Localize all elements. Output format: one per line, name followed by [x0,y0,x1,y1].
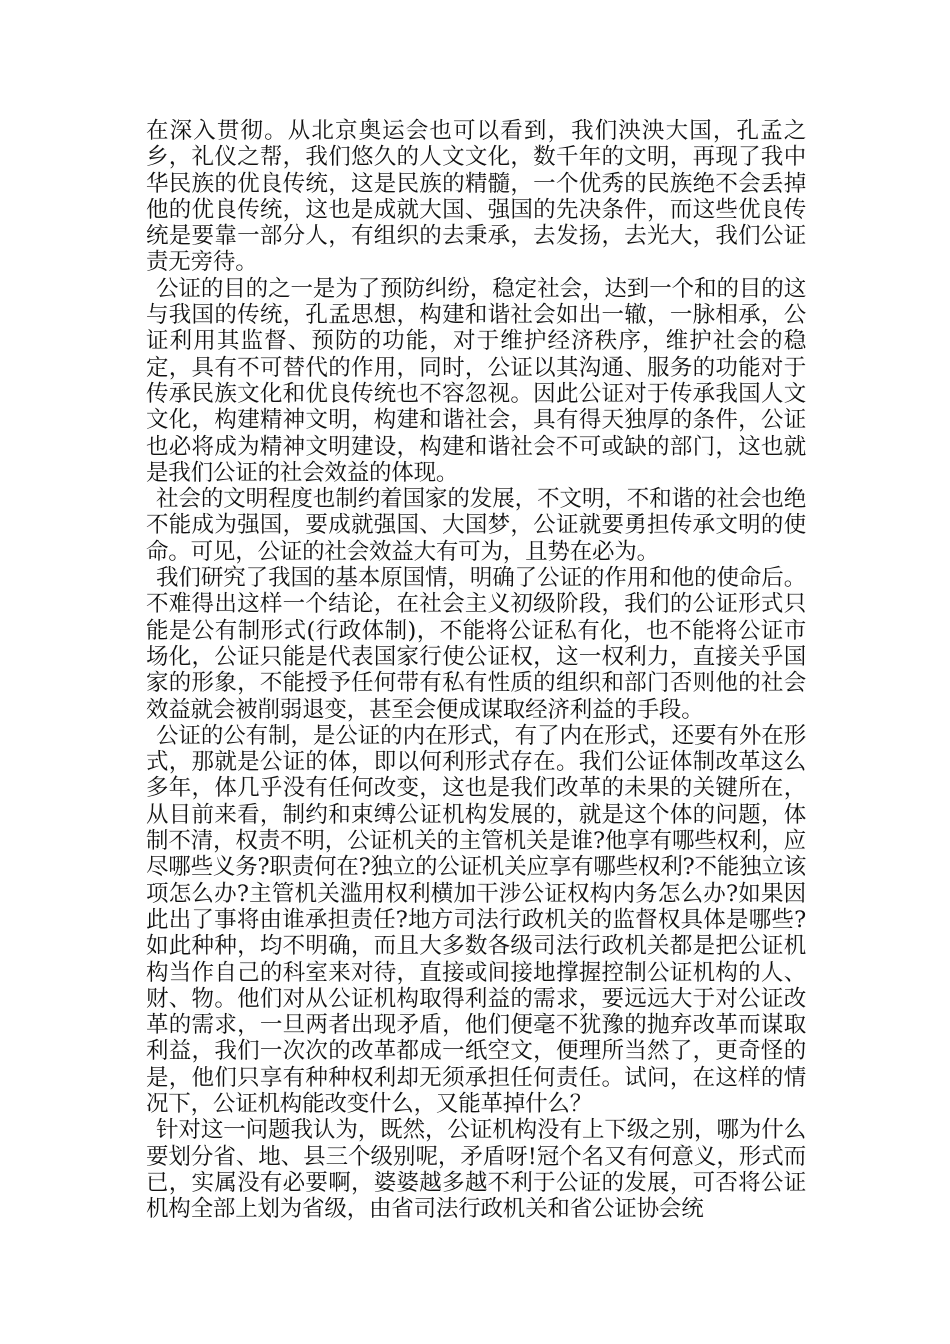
paragraph-2: 公证的目的之一是为了预防纠纷，稳定社会，达到一个和的目的这与我国的传统，孔孟思想，构建和谐社会如出一辙，一脉相承，公证利用其监督、预防的功能，对于维护经济秩序，维护社会的稳定，具有不可替代的作用，同时，公证以其沟通、服务的功能对于传承民族文化和优良传统也不容忽视。因此公证对于传承我国人文文化，构建精神文明，构建和谐社会，具有得天独厚的条件，公证也必将成为精神文明建设，构建和谐社会不可或缺的部门，这也就是我们公证的社会效益的体现。 [146,275,806,486]
paragraph-6: 针对这一问题我认为，既然，公证机构没有上下级之别，哪为什么要划分省、地、县三个级别呢，矛盾呀!冠个名又有何意义，形式而已，实属没有必要啊，婆婆越多越不利于公证的发展，可否将公证机构全部上划为省级，由省司法行政机关和省公证协会统 [146,1117,806,1223]
paragraph-5: 公证的公有制，是公证的内在形式，有了内在形式，还要有外在形式，那就是公证的体，即以何利形式存在。我们公证体制改革这么多年，体几乎没有任何改变，这也是我们改革的未果的关键所在，从目前来看，制约和束缚公证机构发展的，就是这个体的问题，体制不清，权责不明，公证机关的主管机关是谁?他享有哪些权利，应尽哪些义务?职责何在?独立的公证机关应享有哪些权利?不能独立该项怎么办?主管机关滥用权利横加干涉公证权构内务怎么办?如果因此出了事将由谁承担责任?地方司法行政机关的监督权具体是哪些?如此种种，均不明确，而且大多数各级司法行政机关都是把公证机构当作自己的科室来对待，直接或间接地撑握控制公证机构的人、财、物。他们对从公证机构取得利益的需求，要远远大于对公证改革的需求，一旦两者出现矛盾，他们便毫不犹豫的抛弃改革而谋取利益，我们一次次的改革都成一纸空文，便理所当然了，更奇怪的是，他们只享有种种权利却无须承担任何责任。试问，在这样的情况下，公证机构能改变什么，又能革掉什么？ [146,722,806,1117]
paragraph-3: 社会的文明程度也制约着国家的发展，不文明，不和谐的社会也绝不能成为强国，要成就强国、大国梦，公证就要勇担传承文明的使命。可见，公证的社会效益大有可为，且势在必为。 [146,486,806,565]
paragraph-4: 我们研究了我国的基本原国情，明确了公证的作用和他的使命后。不难得出这样一个结论，在社会主义初级阶段，我们的公证形式只能是公有制形式(行政体制)，不能将公证私有化，也不能将公证市场化，公证只能是代表国家行使公证权，这一权利力，直接关乎国家的形象，不能授予任何带有私有性质的组织和部门否则他的社会效益就会被削弱退变，甚至会便成谋取经济利益的手段。 [146,565,806,723]
paragraph-1: 在深入贯彻。从北京奥运会也可以看到，我们泱泱大国，孔孟之乡，礼仪之帮，我们悠久的人文文化，数千年的文明，再现了我中华民族的优良传统，这是民族的精髓，一个优秀的民族绝不会丢掉他的优良传统，这也是成就大国、强国的先决条件，而这些优良传统是要靠一部分人，有组织的去秉承，去发扬，去光大，我们公证责无旁待。 [146,118,806,276]
body-text [146,118,806,1222]
